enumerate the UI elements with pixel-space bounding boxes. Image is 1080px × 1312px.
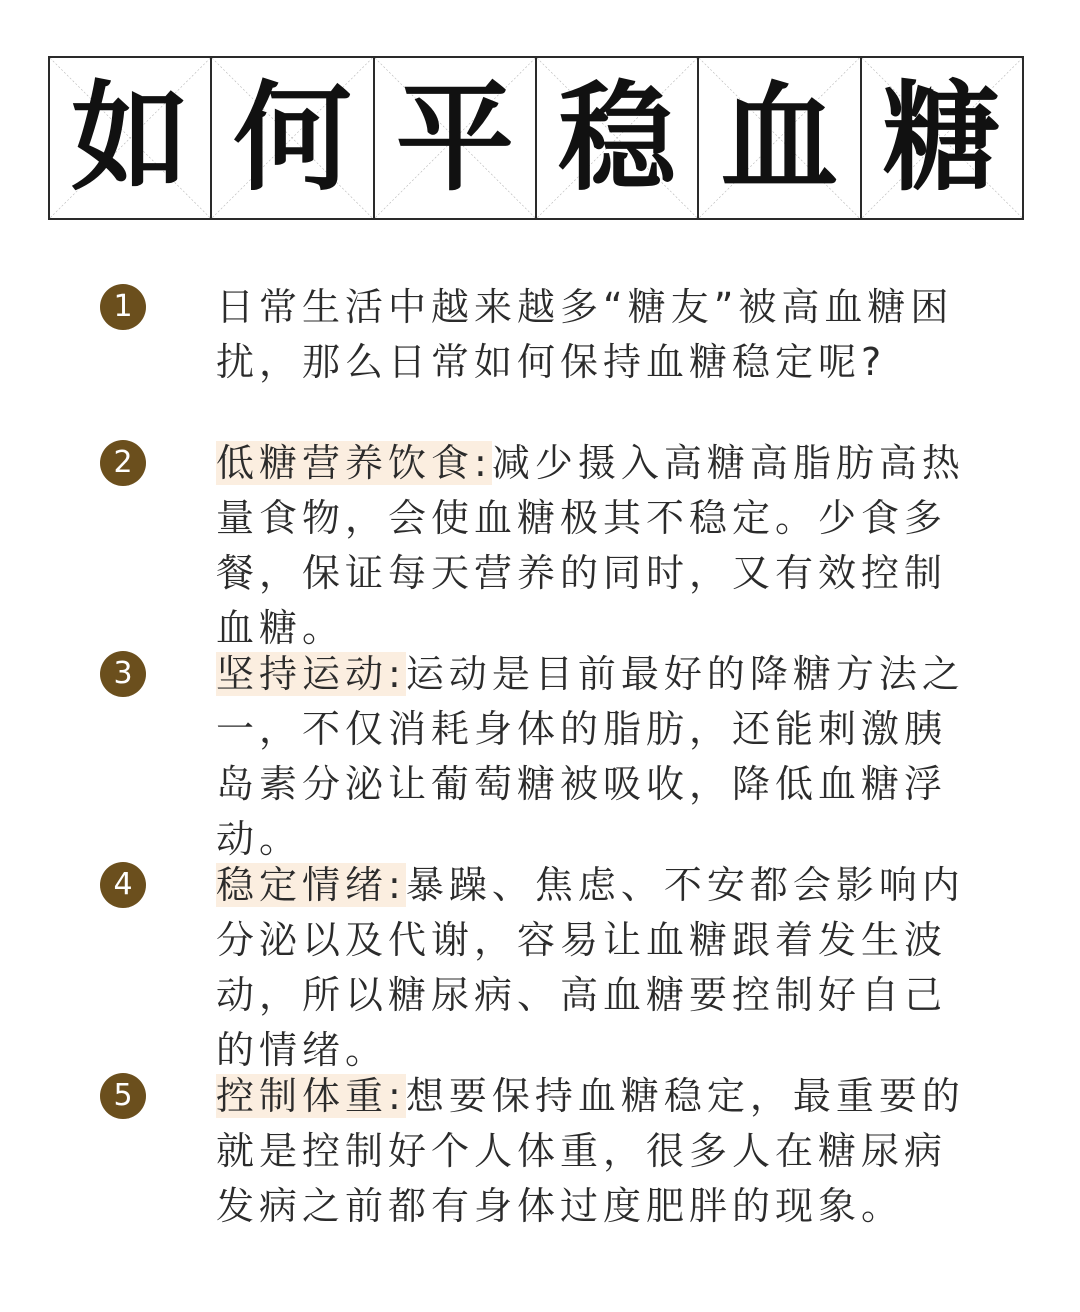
item-text — [216, 436, 966, 656]
title-cell — [50, 58, 212, 218]
title-char: 何 — [233, 69, 352, 207]
title-grid — [48, 56, 1024, 220]
number-badge: 1 — [100, 284, 146, 330]
item-text — [216, 647, 966, 867]
item-heading: 坚持运动: — [216, 652, 406, 696]
title-cell — [212, 58, 374, 218]
item-body: 减少摄入高糖高脂肪高热量食物，会使血糖极其不稳定。少食多餐，保证每天营养的同时，又有效控制血糖。 — [216, 441, 965, 650]
item-body: 日常生活中越来越多“糖友”被高血糖困扰，那么日常如何保持血糖稳定呢? — [216, 285, 954, 384]
number-badge: 4 — [100, 862, 146, 908]
title-char: 如 — [71, 69, 190, 207]
title-char: 血 — [720, 69, 839, 207]
number-badge: 2 — [100, 440, 146, 486]
number-badge: 3 — [100, 651, 146, 697]
title-char: 糖 — [882, 69, 1001, 207]
title-cell — [699, 58, 861, 218]
item-body: 想要保持血糖稳定，最重要的就是控制好个人体重，很多人在糖尿病发病之前都有身体过度肥胖的现象。 — [216, 1074, 965, 1228]
item-heading: 低糖营养饮食: — [216, 441, 492, 485]
title-char: 平 — [395, 69, 514, 207]
item-text — [216, 1069, 966, 1234]
item-text — [216, 858, 966, 1078]
item-heading: 稳定情绪: — [216, 863, 406, 907]
number-badge: 5 — [100, 1073, 146, 1119]
title-cell — [537, 58, 699, 218]
title-cell — [862, 58, 1022, 218]
title-cell — [375, 58, 537, 218]
item-text — [216, 280, 966, 390]
title-char: 稳 — [558, 69, 677, 207]
item-body: 暴躁、焦虑、不安都会影响内分泌以及代谢，容易让血糖跟着发生波动，所以糖尿病、高血糖要控制好自己的情绪。 — [216, 863, 965, 1072]
item-body: 运动是目前最好的降糖方法之一，不仅消耗身体的脂肪，还能刺激胰岛素分泌让葡萄糖被吸收，降低血糖浮动。 — [216, 652, 965, 861]
item-heading: 控制体重: — [216, 1074, 406, 1118]
